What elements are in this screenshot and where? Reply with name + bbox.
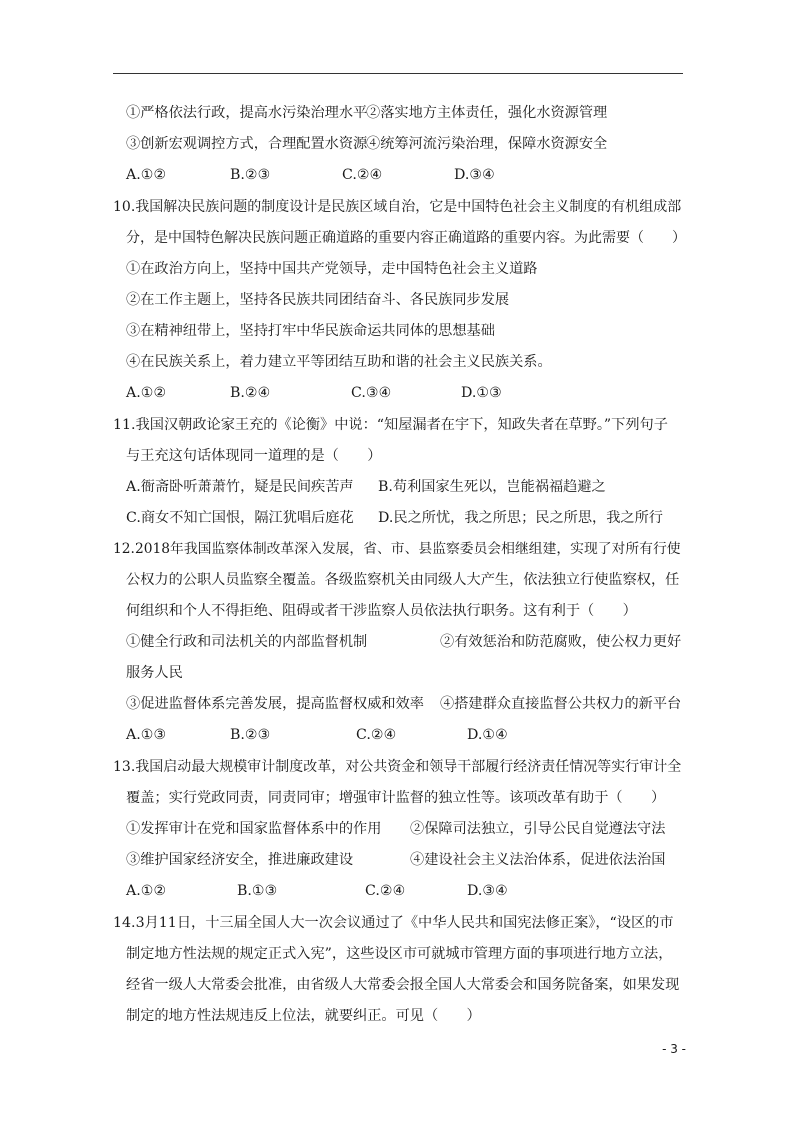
q13-statement-4: ④建设社会主义法治体系，促进依法治国	[410, 852, 666, 868]
q13-statement-1: ①发挥审计在党和国家监督体系中的作用	[126, 821, 382, 837]
q14-stem-line-1: 14.3月11日，十三届全国人大一次会议通过了《中华人民共和国宪法修正案》，“设区的市	[113, 915, 674, 931]
q13-option-d: D.③④	[467, 883, 508, 899]
q14-stem-line-3: 经省一级人大常委会批准，由省级人大常委会报全国人大常委会和国务院备案，如果发现	[126, 977, 680, 993]
q12-stem-line-1: 12.2018年我国监察体制改革深入发展，省、市、县监察委员会相继组建，实现了对所有行使	[113, 541, 681, 557]
q11-option-d: D.民之所忧，我之所思；民之所思，我之所行	[378, 510, 663, 526]
q9-option-d: D.③④	[454, 167, 495, 183]
q9-option-b: B.②③	[230, 167, 271, 183]
q13-option-c: C.②④	[365, 883, 406, 899]
q9-statement-1: ①严格依法行政，提高水污染治理水平	[126, 105, 368, 121]
q10-option-a: A.①②	[126, 385, 167, 401]
q13-statement-3: ③维护国家经济安全，推进廉政建设	[126, 852, 354, 868]
q13-statement-2: ②保障司法独立，引导公民自觉遵法守法	[410, 821, 666, 837]
q12-statement-2: ②有效惩治和防范腐败，使公权力更好	[440, 634, 682, 650]
q10-statement-3: ③在精神纽带上，坚持打牢中华民族命运共同体的思想基础	[126, 323, 495, 339]
q14-stem-line-2: 制定地方性法规的规定正式入宪”，这些设区市可就城市管理方面的事项进行地方立法，	[126, 946, 673, 962]
q12-statement-1: ①健全行政和司法机关的内部监督机制	[126, 634, 368, 650]
q10-statement-2: ②在工作主题上，坚持各民族共同团结奋斗、各民族同步发展	[126, 292, 510, 308]
q11-stem-line-2: 与王充这句话体现同一道理的是（ ）	[126, 448, 382, 464]
q12-statement-2-cont: 服务人民	[126, 665, 183, 681]
q10-option-c: C.③④	[351, 385, 392, 401]
q10-stem-line-1: 10.我国解决民族问题的制度设计是民族区域自治，它是中国特色社会主义制度的有机组成部	[113, 199, 682, 215]
page-number: - 3 -	[662, 1042, 686, 1056]
q13-stem-line-1: 13.我国启动最大规模审计制度改革，对公共资金和领导干部履行经济责任情况等实行审计全	[113, 759, 682, 775]
q10-option-b: B.②④	[230, 385, 271, 401]
q12-statement-4: ④搭建群众直接监督公共权力的新平台	[440, 696, 682, 712]
q13-option-b: B.①③	[237, 883, 278, 899]
q9-statement-3: ③创新宏观调控方式，合理配置水资源	[126, 136, 368, 152]
q10-option-d: D.①③	[461, 385, 502, 401]
q12-option-b: B.②③	[230, 727, 271, 743]
q12-stem-line-3: 何组织和个人不得拒绝、阻碍或者干涉监察人员依法执行职务。这有利于（ ）	[126, 603, 637, 619]
q9-option-c: C.②④	[342, 167, 383, 183]
q12-option-c: C.②④	[356, 727, 397, 743]
q12-option-a: A.①③	[126, 727, 167, 743]
q11-stem-line-1: 11.我国汉朝政论家王充的《论衡》中说：“知屋漏者在宇下，知政失者在草野。”下列句子	[113, 417, 668, 433]
q9-statement-4: ④统筹河流污染治理，保障水资源安全	[366, 136, 608, 152]
q10-statement-1: ①在政治方向上，坚持中国共产党领导，走中国特色社会主义道路	[126, 261, 538, 277]
q11-option-b: B.苟利国家生死以，岂能祸福趋避之	[378, 479, 606, 495]
q12-statement-3: ③促进监督体系完善发展，提高监督权威和效率	[126, 696, 424, 712]
q12-option-d: D.①④	[467, 727, 508, 743]
q9-statement-2: ②落实地方主体责任，强化水资源管理	[366, 105, 608, 121]
q11-option-a: A.衙斋卧听萧萧竹，疑是民间疾苦声	[126, 479, 354, 495]
q9-option-a: A.①②	[126, 167, 167, 183]
q10-stem-line-2: 分，是中国特色解决民族问题正确道路的重要内容正确道路的重要内容。为此需要（ ）	[126, 230, 686, 246]
q12-stem-line-2: 公权力的公职人员监察全覆盖。各级监察机关由同级人大产生，依法独立行使监察权，任	[126, 572, 680, 588]
header-rule	[113, 73, 683, 74]
q10-statement-4: ④在民族关系上，着力建立平等团结互助和谐的社会主义民族关系。	[126, 354, 552, 370]
q13-option-a: A.①②	[126, 883, 167, 899]
q11-option-c: C.商女不知亡国恨，隔江犹唱后庭花	[126, 510, 354, 526]
q13-stem-line-2: 覆盖；实行党政同责，同责同审；增强审计监督的独立性等。该项改革有助于（ ）	[126, 790, 666, 806]
q14-stem-line-4: 制定的地方性法规违反上位法，就要纠正。可见（ ）	[126, 1008, 481, 1024]
